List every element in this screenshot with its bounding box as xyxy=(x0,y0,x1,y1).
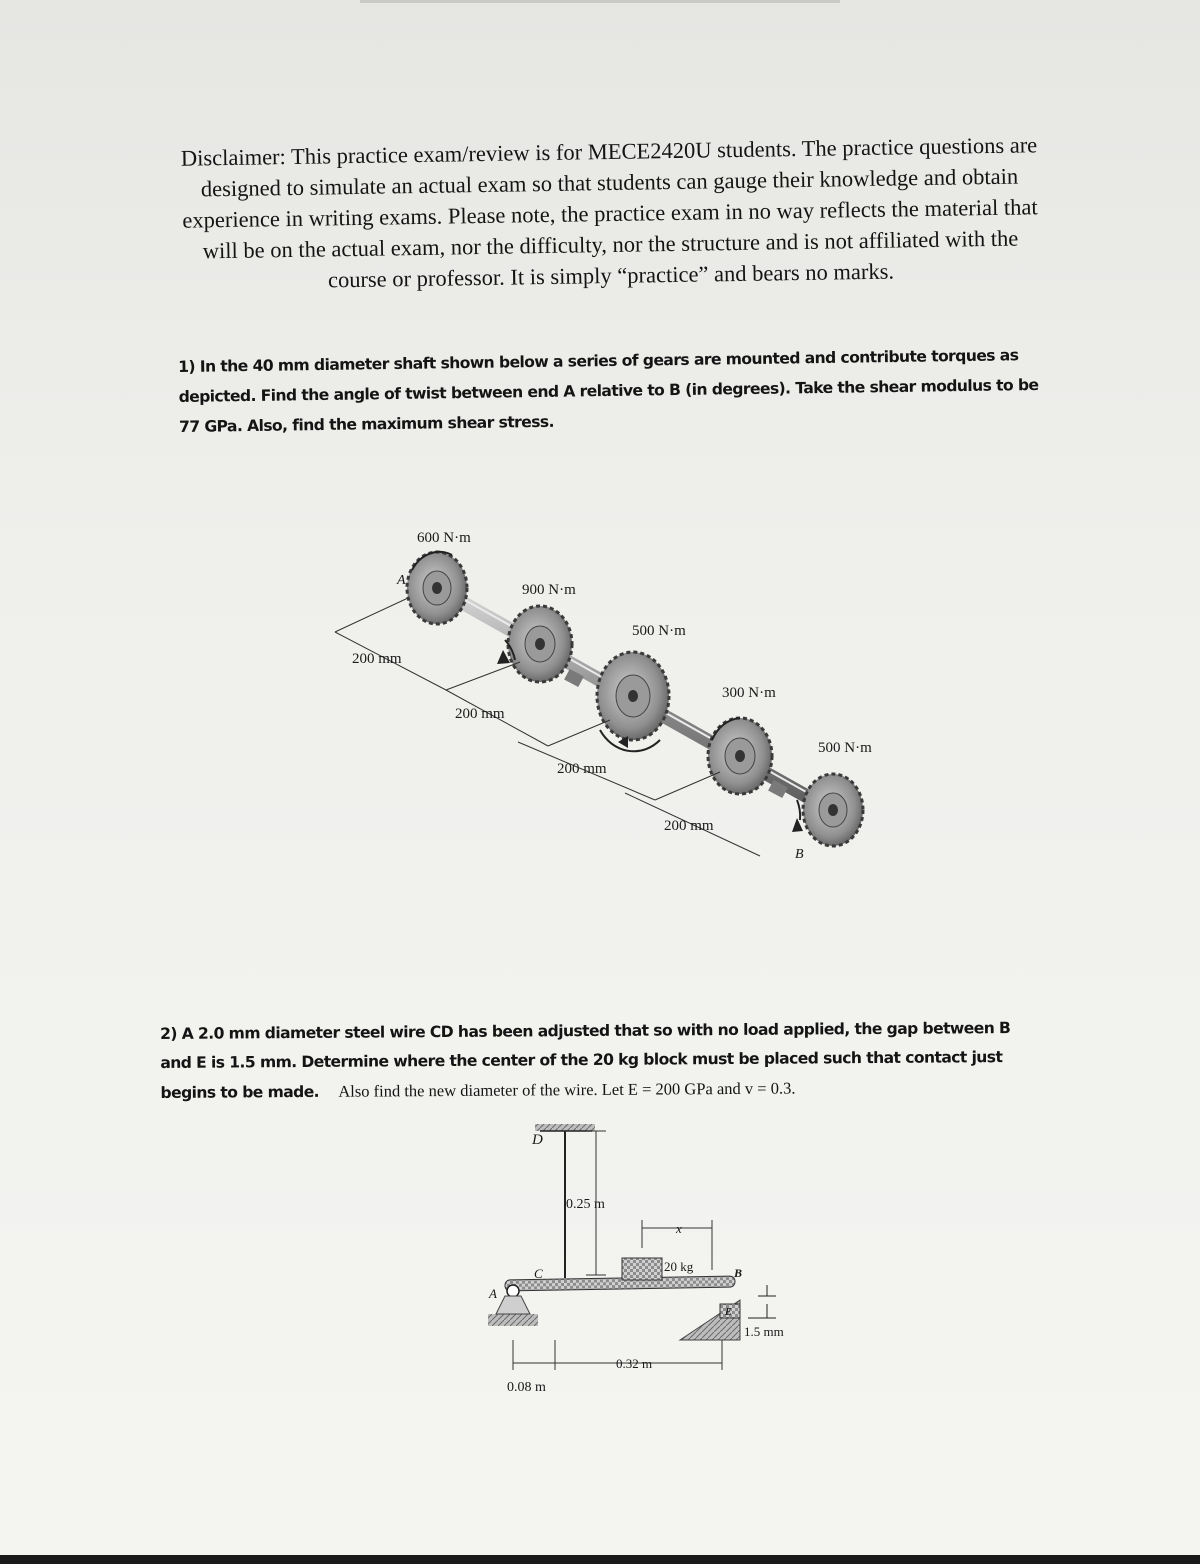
spacing-label: 200 mm xyxy=(352,651,402,667)
question-2-bold-fragment: begins to be made. xyxy=(160,1082,320,1102)
torque-label: 500 N·m xyxy=(632,623,686,639)
pin-a xyxy=(507,1285,519,1297)
disclaimer-line: course or professor. It is simply “practice” and bears no marks. xyxy=(327,258,895,293)
pin-support xyxy=(496,1296,530,1314)
label-x: x xyxy=(676,1221,682,1236)
block-20kg xyxy=(622,1258,662,1280)
disclaimer-line: Disclaimer: This practice exam/review is for MECE2420U students. The practice questions are xyxy=(180,132,1038,171)
label-b: B xyxy=(734,1266,743,1280)
dim-bottom-label: 0.32 m xyxy=(616,1356,653,1371)
ceiling-support xyxy=(535,1124,595,1131)
label-d: D xyxy=(532,1132,543,1148)
point-b-label: B xyxy=(795,847,804,862)
label-e: E xyxy=(725,1307,732,1318)
torque-label: 600 N·m xyxy=(417,530,471,546)
torque-label: 300 N·m xyxy=(722,685,776,701)
label-c: C xyxy=(534,1266,543,1281)
wire-length-label: 0.25 m xyxy=(566,1197,605,1212)
question-1-line: depicted. Find the angle of twist between end A relative to B (in degrees). Take the shear modulus to be xyxy=(178,375,1039,406)
torque-label: 900 N·m xyxy=(522,582,576,598)
spacing-label: 200 mm xyxy=(557,761,607,777)
disclaimer-line: will be on the actual exam, nor the difficulty, nor the structure and is not affiliated with the xyxy=(202,225,1019,264)
question-1-line: 1) In the 40 mm diameter shaft shown below a series of gears are mounted and contribute torques as xyxy=(178,346,1019,376)
disclaimer-line: experience in writing exams. Please note, the practice exam in no way reflects the material that xyxy=(182,194,1038,233)
point-a-label: A xyxy=(397,573,406,588)
question-1-line: 77 GPa. Also, find the maximum shear stress. xyxy=(178,412,554,436)
block-mass-label: 20 kg xyxy=(664,1259,694,1274)
torque-label: 500 N·m xyxy=(818,740,872,756)
spacing-label: 200 mm xyxy=(455,706,505,722)
label-a: A xyxy=(489,1286,497,1301)
question-2-line: 2) A 2.0 mm diameter steel wire CD has been adjusted that so with no load applied, the gap between B xyxy=(160,1019,1011,1043)
gap-label: 1.5 mm xyxy=(744,1324,784,1339)
question-2-line: and E is 1.5 mm. Determine where the center of the 20 kg block must be placed such that contact just xyxy=(160,1048,1003,1072)
scan-bottom-edge xyxy=(0,1555,1200,1564)
question-2-serif-fragment: Also find the new diameter of the wire. Let E = 200 GPa and v = 0.3. xyxy=(338,1078,796,1101)
disclaimer-line: designed to simulate an actual exam so that students can gauge their knowledge and obtain xyxy=(200,163,1019,202)
spacing-label: 200 mm xyxy=(664,818,714,834)
ground-support-a xyxy=(488,1314,538,1326)
dim-left-label: 0.08 m xyxy=(507,1380,546,1395)
